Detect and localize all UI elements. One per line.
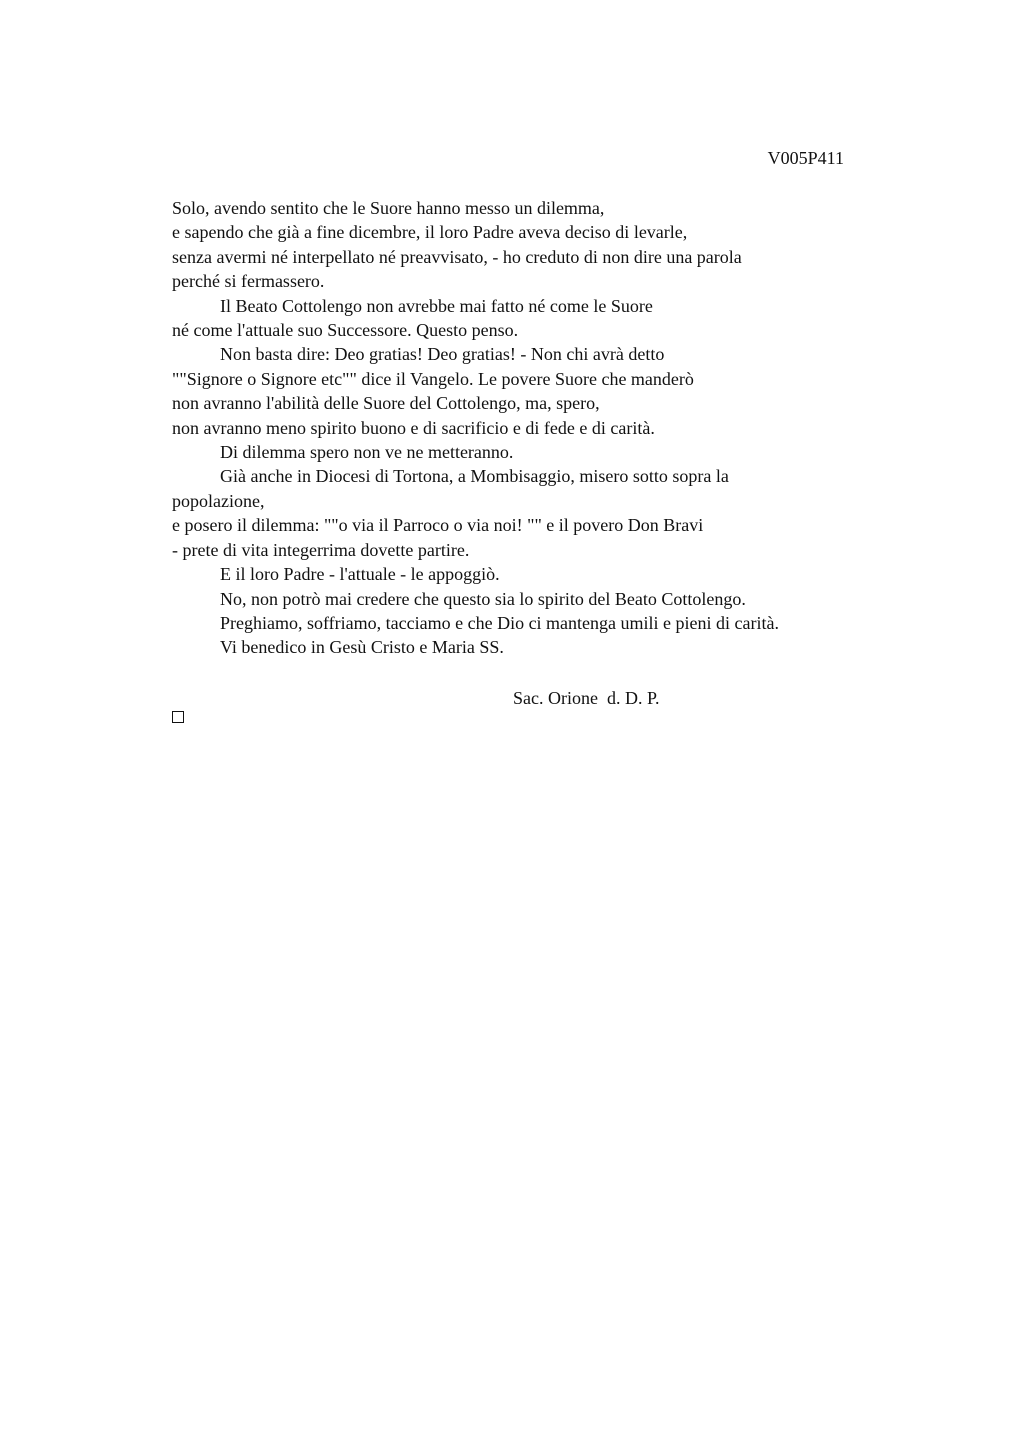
signature: Sac. Orione d. D. P. <box>513 688 660 708</box>
text-line: - prete di vita integerrima dovette partire. <box>172 539 470 560</box>
text-line: popolazione, <box>172 490 265 511</box>
text-line: E il loro Padre - l'attuale - le appoggiò. <box>220 564 500 585</box>
text-line: Vi benedico in Gesù Cristo e Maria SS. <box>220 637 504 658</box>
text-line: né come l'attuale suo Successore. Questo penso. <box>172 320 519 341</box>
text-line: Non basta dire: Deo gratias! Deo gratias! - Non chi avrà detto <box>220 344 665 365</box>
text-line: non avranno meno spirito buono e di sacrificio e di fede e di carità. <box>172 417 655 438</box>
text-line: e sapendo che già a fine dicembre, il loro Padre aveva deciso di levarle, <box>172 222 688 243</box>
page-identifier: V005P411 <box>767 148 844 168</box>
text-line: Preghiamo, soffriamo, tacciamo e che Dio ci mantenga umili e pieni di carità. <box>220 612 779 633</box>
text-line: Solo, avendo sentito che le Suore hanno messo un dilemma, <box>172 198 605 218</box>
text-line: senza avermi né interpellato né preavvisato, - ho creduto di non dire una parola <box>172 246 742 267</box>
text-line: Già anche in Diocesi di Tortona, a Mombisaggio, misero sotto sopra la <box>220 466 729 487</box>
text-line: Di dilemma spero non ve ne metteranno. <box>220 442 514 463</box>
text-line: Il Beato Cottolengo non avrebbe mai fatto né come le Suore <box>220 295 653 316</box>
square-box-icon <box>172 711 184 723</box>
text-line: No, non potrò mai credere che questo sia lo spirito del Beato Cottolengo. <box>220 588 746 609</box>
text-line: ""Signore o Signore etc"" dice il Vangelo. Le povere Suore che manderò <box>172 368 694 389</box>
text-line: e posero il dilemma: ""o via il Parroco o via noi! "" e il povero Don Bravi <box>172 515 704 536</box>
letter-body <box>172 196 892 660</box>
text-line: non avranno l'abilità delle Suore del Cottolengo, ma, spero, <box>172 393 600 414</box>
text-line: perché si fermassero. <box>172 271 325 292</box>
